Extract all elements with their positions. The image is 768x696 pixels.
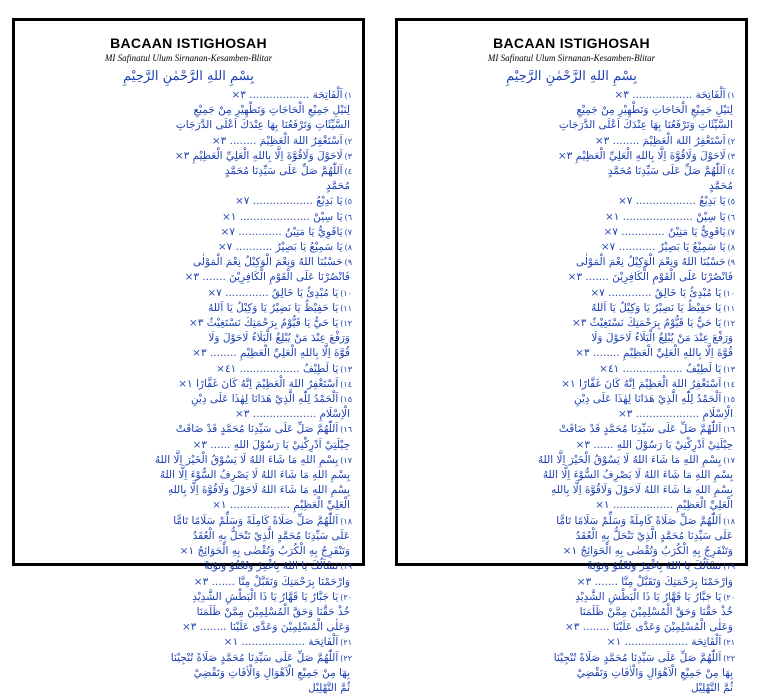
line-text: ثُمَّ التَّهْلِيْل	[691, 681, 733, 694]
line-text: اَللّٰهُمَّ صَلِّ عَلَى سَيِّدِنَا مُحَمَّدٍ صَلَاةً تُنْجِيْنَا	[553, 651, 722, 664]
line-text: فَانْصُرْنَا عَلَى الْقَوْمِ الْكَافِرِيْنَ ....... ٣×	[184, 271, 350, 284]
line-text: يَا لَطِيْفُ .................. ٤١×	[599, 362, 722, 375]
prayer-line	[25, 529, 352, 544]
prayer-line	[25, 575, 352, 590]
prayer-line	[25, 194, 352, 209]
prayer-line	[25, 270, 352, 285]
line-text: الْاِسْلَامِ ................... ٣×	[234, 408, 350, 421]
prayer-line	[25, 286, 352, 301]
line-number: (١٧	[723, 455, 735, 465]
line-text: مُحَمَّدٍ	[326, 180, 350, 193]
prayer-line	[25, 88, 352, 103]
prayer-line	[25, 362, 352, 377]
prayer-line	[408, 225, 735, 240]
prayer-line	[408, 620, 735, 635]
prayer-line	[408, 651, 735, 666]
prayer-line	[408, 392, 735, 407]
line-text: وَعَلٰى الْمُسْلِمِيْنَ وَعَدَّى عَلَيْنَا ........ ٣×	[181, 621, 350, 634]
line-text: وَتَنْفَرِجُ بِهِ الْكُرَبُ وَتُقْضٰى بِهِ الْحَوَائِجُ ١×	[562, 545, 733, 558]
line-text: وَارْحَمْنَا بِرَحْمَتِكَ وَتَقَبَّلْ مِنَّا ....... ٣×	[576, 575, 733, 588]
line-text: قُوَّةَ اِلَّا بِاللهِ الْعَلِيِّ الْعَظِيْمِ ........ ٣×	[192, 347, 350, 360]
prayer-line	[408, 590, 735, 605]
prayer-line	[408, 194, 735, 209]
line-text: بِسْمِ اللهِ مَا شَاءَ اللهُ لَا يَصْرِفُ السُّوْءَ اِلَّا اللهُ	[542, 469, 733, 482]
line-text: السَّيِّئَاتِ وَتَرْفَعُنَا بِهَا عِنْدَكَ اَعْلَى الدَّرَجَاتِ	[175, 119, 350, 132]
prayer-line	[408, 286, 735, 301]
line-number: (١٢	[340, 319, 352, 329]
line-text: بِهَا مِنْ جَمِيْعِ الْاَهْوَالِ وَالْاٰفَاتِ وَتَقْضِيْ	[576, 666, 733, 679]
prayer-line	[408, 164, 735, 179]
line-number: (٤	[344, 167, 352, 177]
line-text: بِسْمِ اللهِ مَا شَاءَ اللهُ لَاحَوْلَ وَلَاقُوَّةَ اِلَّا بِاللهِ	[167, 484, 350, 497]
line-text: نَسْاَلُكَ يَا اللهُ بِاغْفِرْ وَتُعْفُوْ وَتَوْبَةً	[587, 560, 722, 573]
prayer-line	[25, 666, 352, 681]
prayer-line	[25, 179, 352, 194]
prayer-line	[25, 316, 352, 331]
line-text: يَا حَيُّ يَا قَيُّوْمُ بِرَحْمَتِكَ نَسْتَغِيْثُ ٣×	[571, 317, 722, 330]
prayer-line	[408, 270, 735, 285]
line-text: الْاِسْلَامِ ................... ٣×	[617, 408, 733, 421]
bismillah-heading: بِسْمِ اللهِ الرَّحْمٰنِ الرَّحِيْمِ	[506, 69, 637, 84]
prayer-line	[25, 240, 352, 255]
line-number: (١٢	[723, 319, 735, 329]
line-text: بِسْمِ اللهِ مَا شَاءَ اللهُ لَا يَسُوْقُ الْخَيْرَ اِلَّا اللهُ	[537, 453, 722, 466]
line-number: (٢٠	[340, 592, 352, 602]
line-number: (٧	[727, 227, 735, 237]
line-number: (٦	[727, 212, 735, 222]
line-number: (٣	[344, 151, 352, 161]
prayer-line	[25, 559, 352, 574]
line-text: يَا بَدِيْعُ .................. ٧×	[234, 195, 343, 208]
prayer-line	[408, 422, 735, 437]
line-text: ثُمَّ التَّهْلِيْل	[308, 681, 350, 694]
prayer-line	[408, 255, 735, 270]
line-text: وَتَنْفَرِجُ بِهِ الْكُرَبُ وَتُقْضٰى بِهِ الْحَوَائِجُ ١×	[179, 545, 350, 558]
line-number: (٩	[727, 258, 735, 268]
line-text: اَللّٰهُمَّ صَلِّ صَلَاةً كَامِلَةً وَسَلِّمْ سَلَامًا تَامًّا	[556, 514, 722, 527]
prayer-line	[25, 438, 352, 453]
line-text: لِنَيْلِ جَمِيْعِ الْحَاجَاتِ وَتَطْهِيْرِ مِنْ جَمِيْعِ	[576, 104, 733, 117]
prayer-line	[25, 118, 352, 133]
prayer-line	[25, 164, 352, 179]
line-text: لِنَيْلِ جَمِيْعِ الْحَاجَاتِ وَتَطْهِيْرِ مِنْ جَمِيْعِ	[193, 104, 350, 117]
prayer-line	[25, 407, 352, 422]
document-page-left	[12, 18, 365, 694]
line-text: يَاقَوِيُّ يَا مَتِيْنُ ............. ٧×	[220, 225, 343, 238]
line-text: اَسْتَغْفِرُ اللهَ الْعَظِيْمَ اِنَّهُ كَانَ غَفَّارًا ١×	[561, 377, 722, 390]
line-number: (١٩	[723, 562, 735, 572]
line-number: (١١	[723, 303, 735, 313]
line-text: الْعَلِيِّ الْعَظِيْمِ .................. ١×	[595, 499, 733, 512]
line-number: (١٧	[340, 455, 352, 465]
line-number: (١	[727, 91, 735, 100]
prayer-line	[408, 407, 735, 422]
line-number: (١٥	[340, 395, 352, 405]
line-number: (٤	[727, 167, 735, 177]
line-text: السَّيِّئَاتِ وَتَرْفَعُنَا بِهَا عِنْدَكَ اَعْلَى الدَّرَجَاتِ	[558, 119, 733, 132]
line-number: (٢٢	[340, 653, 352, 663]
line-number: (١١	[340, 303, 352, 313]
page-subtitle: MI Safinatul Ulum Sirnanan-Kesamben-Blitar	[487, 53, 656, 63]
line-text: يَا حَفِيْظُ يَا نَصِيْرُ يَا وَكِيْلُ يَا اَللهُ	[591, 301, 722, 314]
page-body	[25, 69, 352, 696]
line-text: بِسْمِ اللهِ مَا شَاءَ اللهُ لَاحَوْلَ وَلَاقُوَّةَ اِلَّا بِاللهِ	[550, 484, 733, 497]
prayer-line	[408, 301, 735, 316]
line-text: اَللّٰهُمَّ صَلِّ عَلَى سَيِّدِنَا مُحَمَّدٍ صَلَاةً تُنْجِيْنَا	[170, 651, 339, 664]
prayer-line	[408, 346, 735, 361]
line-text: خُذْ حَقَّنَا وَحَقَّ الْمُسْلِمِيْنَ مِمَّنْ ظَلَمَنَا	[196, 605, 350, 618]
prayer-line	[408, 529, 735, 544]
line-text: يَاقَوِيُّ يَا مَتِيْنُ ............. ٧×	[603, 225, 726, 238]
prayer-line	[25, 255, 352, 270]
line-text: وَرَفْعَ عِنْدَ مَنْ يُبْلِغُ الْبَلَاءُ لَاحَوْلَ وَلَا	[208, 332, 350, 345]
line-text: خُذْ حَقَّنَا وَحَقَّ الْمُسْلِمِيْنَ مِمَّنْ ظَلَمَنَا	[579, 605, 733, 618]
line-text: بِسْمِ اللهِ مَا شَاءَ اللهُ لَا يَسُوْقُ الْخَيْرَ اِلَّا اللهُ	[154, 453, 339, 466]
line-text: مُحَمَّدٍ	[709, 180, 733, 193]
line-text: يَا سَمِيْعُ يَا بَصِيْرُ ........... ٧×	[600, 241, 726, 254]
prayer-line	[25, 103, 352, 118]
line-number: (٣	[727, 151, 735, 161]
line-number: (١٠	[723, 288, 735, 298]
prayer-line	[408, 316, 735, 331]
prayer-line	[408, 483, 735, 498]
prayer-line	[408, 453, 735, 468]
line-text: يَا حَيُّ يَا قَيُّوْمُ بِرَحْمَتِكَ نَسْتَغِيْثُ ٣×	[188, 317, 339, 330]
prayer-lines	[25, 88, 352, 696]
line-text: نَسْاَلُكَ يَا اللهُ بِاغْفِرْ وَتُعْفُوْ وَتَوْبَةً	[204, 560, 339, 573]
line-number: (١	[344, 91, 352, 100]
line-number: (٦	[344, 212, 352, 222]
line-text: يَا جَبَّارُ يَا قَهَّارُ يَا ذَا الْبَطْشِ الشَّدِيْدِ	[192, 590, 339, 603]
prayer-line	[25, 483, 352, 498]
line-number: (١٣	[340, 364, 352, 374]
line-text: اَللّٰهُمَّ صَلِّ عَلَى سَيِّدِنَا مُحَمَّدٍ	[224, 165, 343, 178]
line-text: عَلَى سَيِّدِنَا مُحَمَّدٍ الَّذِيْ تَنْحَلُّ بِهِ الْعُقَدُ	[192, 529, 350, 542]
line-text: يَا بَدِيْعُ .................. ٧×	[617, 195, 726, 208]
prayer-line	[408, 377, 735, 392]
line-text: يَا مُبْدِئُ يَا خَالِقُ ............. ٧×	[207, 286, 339, 299]
line-text: اَسْتَغْفِرُ اللهَ الْعَظِيْمَ ........ ٣×	[594, 134, 726, 147]
line-text: لَاحَوْلَ وَلَاقُوَّةَ اِلَّا بِاللهِ الْعَلِيِّ الْعَظِيْمِ ٣×	[557, 149, 726, 162]
prayer-line	[25, 422, 352, 437]
line-text: بِسْمِ اللهِ مَا شَاءَ اللهُ لَا يَصْرِفُ السُّوْءَ اِلَّا اللهُ	[159, 469, 350, 482]
line-text: اَلْفَاتِحَة .................. ٣×	[614, 89, 726, 101]
line-text: يَا سِيْنْ ..................... ١×	[221, 210, 343, 223]
prayer-line	[408, 635, 735, 650]
prayer-line	[408, 210, 735, 225]
prayer-line	[408, 88, 735, 103]
line-number: (١٨	[723, 516, 735, 526]
line-text: الْعَلِيِّ الْعَظِيْمِ .................. ١×	[212, 499, 350, 512]
prayer-line	[408, 149, 735, 164]
page-subtitle: MI Safinatul Ulum Sirnanan-Kesamben-Blitar	[104, 53, 273, 63]
line-text: يَا سَمِيْعُ يَا بَصِيْرُ ........... ٧×	[217, 241, 343, 254]
line-text: اَلْفَاتِحَة ................... ١×	[606, 636, 722, 649]
line-text: اَللّٰهُمَّ صَلِّ عَلَى سَيِّدِنَا مُحَمَّدٍ قَدْ ضَاقَتْ	[175, 423, 339, 436]
line-text: حَسْبُنَا اللهُ وَنِعْمَ الْوَكِيْلُ نِعْمَ الْمَوْلٰى	[193, 256, 343, 269]
prayer-line	[25, 392, 352, 407]
line-number: (١٦	[340, 425, 352, 435]
line-number: (٧	[344, 227, 352, 237]
prayer-line	[25, 346, 352, 361]
bismillah-heading: بِسْمِ اللهِ الرَّحْمٰنِ الرَّحِيْمِ	[123, 69, 254, 84]
line-text: وَارْحَمْنَا بِرَحْمَتِكَ وَتَقَبَّلْ مِنَّا ....... ٣×	[193, 575, 350, 588]
prayer-line	[408, 134, 735, 149]
prayer-line	[25, 681, 352, 696]
prayer-line	[25, 468, 352, 483]
prayer-line	[408, 514, 735, 529]
line-text: اَسْتَغْفِرُ اللهَ الْعَظِيْمَ ........ ٣×	[211, 134, 343, 147]
line-number: (١٥	[723, 395, 735, 405]
prayer-line	[25, 620, 352, 635]
line-number: (٢	[727, 136, 735, 146]
prayer-line	[25, 331, 352, 346]
prayer-line	[408, 240, 735, 255]
line-text: فَانْصُرْنَا عَلَى الْقَوْمِ الْكَافِرِيْنَ ....... ٣×	[567, 271, 733, 284]
line-text: يَا لَطِيْفُ .................. ٤١×	[216, 362, 339, 375]
line-number: (٢١	[340, 638, 352, 648]
prayer-line	[408, 468, 735, 483]
line-number: (٨	[727, 243, 735, 253]
prayer-line	[408, 438, 735, 453]
line-text: اَلْحَمْدُ لِلّٰهِ الَّذِيْ هَدَانَا لِهٰذَا عَلَى دِيْنِ	[190, 393, 339, 406]
line-number: (٥	[727, 197, 735, 207]
prayer-line	[25, 377, 352, 392]
line-number: (٢	[344, 136, 352, 146]
line-text: يَا سِيْنْ ..................... ١×	[604, 210, 726, 223]
prayer-line	[408, 498, 735, 513]
page-title: BACAAN ISTIGHOSAH	[493, 35, 650, 51]
line-text: بِهَا مِنْ جَمِيْعِ الْاَهْوَالِ وَالْاٰفَاتِ وَتَقْضِيْ	[193, 666, 350, 679]
line-number: (١٦	[723, 425, 735, 435]
prayer-line	[408, 362, 735, 377]
line-text: عَلَى سَيِّدِنَا مُحَمَّدٍ الَّذِيْ تَنْحَلُّ بِهِ الْعُقَدُ	[575, 529, 733, 542]
line-text: اَلْفَاتِحَة ................... ١×	[223, 636, 339, 649]
prayer-line	[25, 605, 352, 620]
prayer-line	[25, 544, 352, 559]
prayer-line	[25, 225, 352, 240]
line-text: حِيْلَتِيْ اَدْرِكْنِيْ يَا رَسُوْلَ اللهِ ...... ٣×	[192, 438, 350, 451]
document-page-right	[395, 18, 748, 694]
line-text: اَلْحَمْدُ لِلّٰهِ الَّذِيْ هَدَانَا لِهٰذَا عَلَى دِيْنِ	[573, 393, 722, 406]
line-text: قُوَّةَ اِلَّا بِاللهِ الْعَلِيِّ الْعَظِيْمِ ........ ٣×	[575, 347, 733, 360]
line-number: (١٤	[723, 379, 735, 389]
prayer-line	[408, 681, 735, 696]
line-text: وَعَلٰى الْمُسْلِمِيْنَ وَعَدَّى عَلَيْنَا ........ ٣×	[564, 621, 733, 634]
prayer-line	[25, 635, 352, 650]
line-text: وَرَفْعَ عِنْدَ مَنْ يُبْلِغُ الْبَلَاءُ لَاحَوْلَ وَلَا	[591, 332, 733, 345]
prayer-line	[25, 590, 352, 605]
line-number: (٥	[344, 197, 352, 207]
page-body	[408, 69, 735, 696]
line-text: لَاحَوْلَ وَلَاقُوَّةَ اِلَّا بِاللهِ الْعَلِيِّ الْعَظِيْمِ ٣×	[174, 149, 343, 162]
line-text: اَللّٰهُمَّ صَلِّ عَلَى سَيِّدِنَا مُحَمَّدٍ قَدْ ضَاقَتْ	[558, 423, 722, 436]
line-text: اَللّٰهُمَّ صَلِّ عَلَى سَيِّدِنَا مُحَمَّدٍ	[607, 165, 726, 178]
line-text: اَللّٰهُمَّ صَلِّ صَلَاةً كَامِلَةً وَسَلِّمْ سَلَامًا تَامًّا	[173, 514, 339, 527]
prayer-line	[25, 514, 352, 529]
line-text: حِيْلَتِيْ اَدْرِكْنِيْ يَا رَسُوْلَ اللهِ ...... ٣×	[575, 438, 733, 451]
prayer-line	[25, 134, 352, 149]
prayer-line	[25, 301, 352, 316]
prayer-line	[408, 575, 735, 590]
line-text: اَلْفَاتِحَة .................. ٣×	[231, 89, 343, 101]
line-number: (٢٠	[723, 592, 735, 602]
prayer-line	[408, 544, 735, 559]
page-title: BACAAN ISTIGHOSAH	[110, 35, 267, 51]
prayer-line	[25, 498, 352, 513]
prayer-line	[408, 179, 735, 194]
line-number: (١٩	[340, 562, 352, 572]
line-text: يَا جَبَّارُ يَا قَهَّارُ يَا ذَا الْبَطْشِ الشَّدِيْدِ	[575, 590, 722, 603]
prayer-line	[408, 103, 735, 118]
line-number: (١٤	[340, 379, 352, 389]
prayer-line	[25, 149, 352, 164]
line-number: (١٨	[340, 516, 352, 526]
line-number: (٩	[344, 258, 352, 268]
prayer-line	[408, 559, 735, 574]
line-number: (٢٢	[723, 653, 735, 663]
prayer-line	[25, 210, 352, 225]
line-number: (١٠	[340, 288, 352, 298]
prayer-line	[408, 605, 735, 620]
line-number: (٢١	[723, 638, 735, 648]
prayer-line	[408, 666, 735, 681]
line-text: يَا مُبْدِئُ يَا خَالِقُ ............. ٧×	[590, 286, 722, 299]
prayer-line	[408, 118, 735, 133]
line-text: اَسْتَغْفِرُ اللهَ الْعَظِيْمَ اِنَّهُ كَانَ غَفَّارًا ١×	[178, 377, 339, 390]
line-number: (١٣	[723, 364, 735, 374]
prayer-lines	[408, 88, 735, 696]
prayer-line	[25, 651, 352, 666]
line-number: (٨	[344, 243, 352, 253]
prayer-line	[408, 331, 735, 346]
line-text: حَسْبُنَا اللهُ وَنِعْمَ الْوَكِيْلُ نِعْمَ الْمَوْلٰى	[576, 256, 726, 269]
line-text: يَا حَفِيْظُ يَا نَصِيْرُ يَا وَكِيْلُ يَا اَللهُ	[208, 301, 339, 314]
prayer-line	[25, 453, 352, 468]
